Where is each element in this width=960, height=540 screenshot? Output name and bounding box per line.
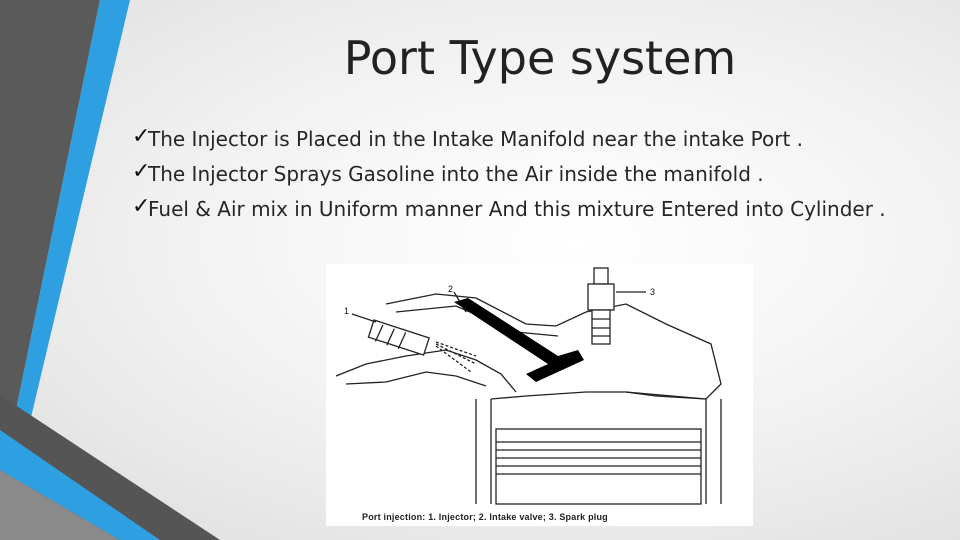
cylinder-wall-right: [706, 399, 721, 504]
label-3: 3: [650, 287, 656, 297]
bullet-item: [132, 126, 932, 152]
bullet-text: The Injector is Placed in the Intake Manifold near the intake Port .: [148, 127, 804, 151]
dark-gray-stripe: [0, 0, 100, 430]
bullet-item: [132, 161, 932, 187]
check-icon: ✓: [132, 159, 151, 184]
combustion-chamber: [491, 392, 706, 399]
spark-plug-hex: [588, 284, 614, 310]
label-2: 2: [448, 284, 454, 294]
engine-drawing: [326, 264, 753, 526]
spark-plug-body: [592, 310, 610, 344]
bullet-item: [132, 196, 932, 222]
cylinder-wall-left: [476, 399, 491, 504]
intake-valve: [454, 298, 584, 382]
check-icon: ✓: [132, 194, 151, 219]
bullet-list: [132, 126, 932, 231]
fuel-spray: [436, 342, 476, 372]
figure-caption: Port injection: 1. Injector; 2. Intake valve; 3. Spark plug: [362, 512, 608, 522]
spark-plug-top: [594, 268, 608, 284]
label-leader-1: [352, 314, 376, 322]
intake-manifold: [336, 350, 516, 392]
port-injection-diagram: [326, 264, 753, 526]
bullet-text: The Injector Sprays Gasoline into the Air inside the manifold .: [148, 162, 764, 186]
bullet-text: Fuel & Air mix in Uniform manner And this mixture Entered into Cylinder .: [148, 197, 886, 221]
slide-title: Port Type system: [343, 31, 737, 85]
check-icon: ✓: [132, 124, 151, 149]
label-1: 1: [344, 306, 350, 316]
